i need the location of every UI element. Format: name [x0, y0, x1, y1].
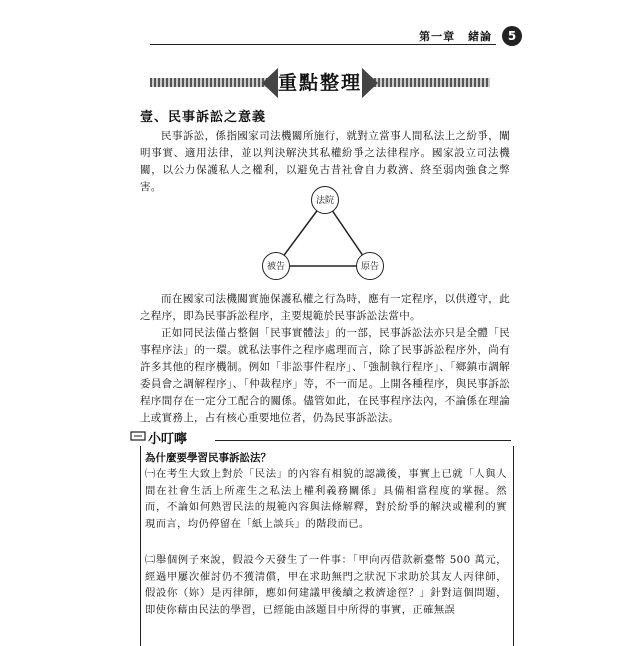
node-plaintiff: 原告 [356, 252, 384, 280]
paragraph-procedure: 而在國家司法機關實施保護私權之行為時，應有一定程序，以供遵守，此之程序，即為民事訴訟程序，主要規範於民事訴訟法當中。 [140, 293, 510, 322]
tip-item-2: ㈡舉個例子來說，假設今天發生了一件事：「甲向丙借款新臺幣 500 萬元，經過甲屢次催討仍不獲清償，甲在求助無門之狀況下求助於其友人丙律師，假設你（妳）是丙律師，應如何建議甲後續之救濟途徑？」針對這個問題，即使你藉由民法的學習，已經能由該題目中所得的事實，正確無誤 [145, 554, 507, 616]
page-number: 5 [502, 26, 522, 46]
section-banner [150, 66, 490, 100]
paragraph-procedural-law: 正如同民法僅占整個「民事實體法」的一部，民事訴訟法亦只是全體「民事程序法」的一環。就私法事件之程序處理而言，除了民事訴訟程序外，尚有許多其他的程序機制。例如「非訟事件程序」、「強制執行程序」、「鄉鎮市調解委員會之調解程序」、「仲裁程序」等，不一而足。上開各種程序，與民事訴訟程序間存在一定分工配合的關係。儘管如此，在民事程序法內，不論係在理論上或實務上，占有核心重要地位者，仍為民事訴訟法。 [140, 327, 510, 424]
header-rule [150, 44, 496, 45]
chapter-title: 緒論 [468, 30, 492, 43]
node-defendant: 被告 [262, 252, 290, 280]
banner-arrow-right-icon [360, 66, 378, 100]
paragraph-definition: 民事訴訟，係指國家司法機關所施行，就對立當事人間私法上之紛爭，闡明事實、適用法律，並以判決解決其私權紛爭之法律程序。國家設立司法機關，以公力保護私人之權利，以避免古昔社會自力救濟、終至弱肉強食之弊害。 [140, 130, 510, 193]
section-heading: 壹、民事訴訟之意義 [140, 110, 267, 125]
node-court: 法院 [311, 186, 339, 214]
header-chapter [411, 28, 492, 44]
running-header [150, 26, 522, 50]
litigation-triangle-diagram [250, 186, 400, 278]
tip-question: 為什麼要學習民事訴訟法？ [145, 452, 271, 464]
tip-item-1: ㈠在考生大致上對於「民法」的內容有相貌的認識後，事實上已就「人與人間在社會生活上所產生之私法上權利義務關係」具備相當程度的掌握。然而，不論如何熟習民法的規範內容與法條解釋，對於紛爭的解決或權利的實現而言，均仍停留在「紙上談兵」的階段而已。 [145, 468, 507, 530]
tip-title: 小叮嚀 [148, 432, 188, 447]
pencil-note-icon [130, 430, 146, 442]
banner-title: 重點整理 [278, 66, 362, 100]
tip-title-rule [215, 440, 511, 441]
chapter-label: 第一章 [419, 30, 456, 43]
